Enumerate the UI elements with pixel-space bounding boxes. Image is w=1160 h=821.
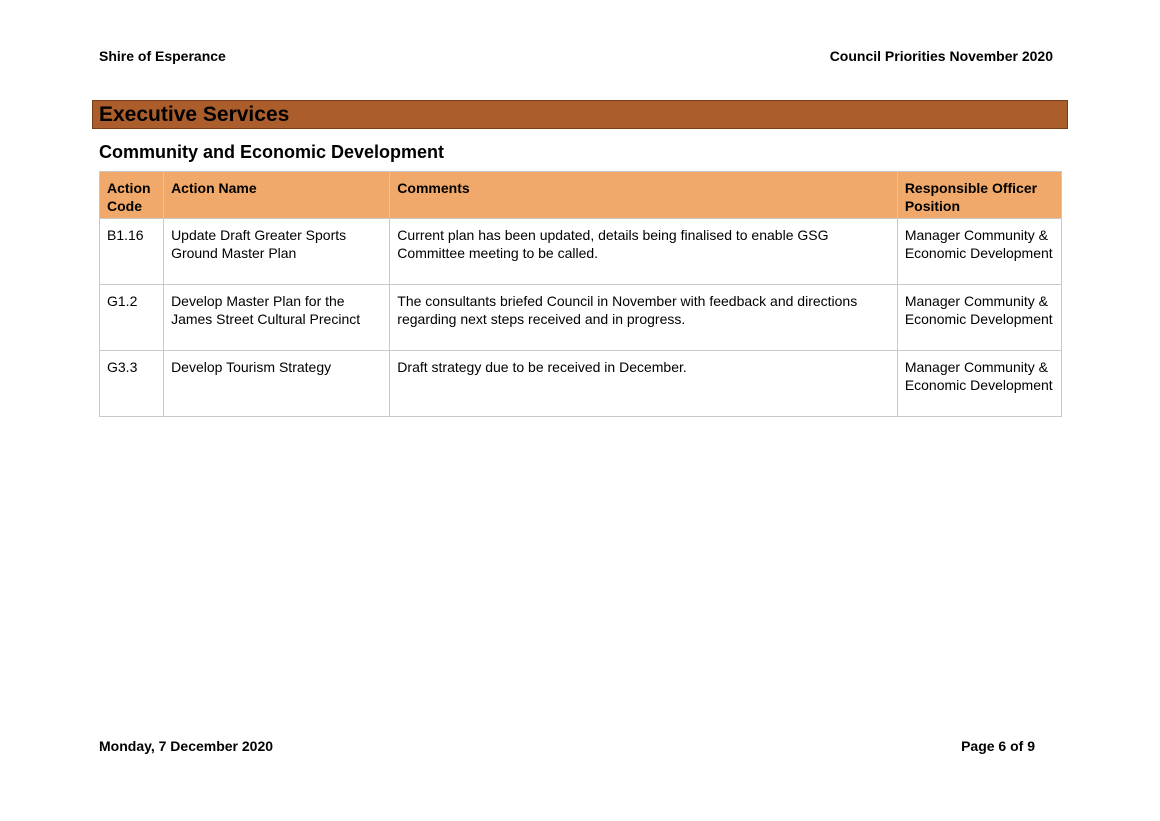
- cell-action-code: B1.16: [100, 219, 164, 285]
- cell-responsible-officer: Manager Community & Economic Development: [897, 219, 1061, 285]
- cell-comments: Draft strategy due to be received in December.: [390, 351, 898, 417]
- cell-responsible-officer: Manager Community & Economic Development: [897, 285, 1061, 351]
- column-header-responsible-officer: Responsible Officer Position: [897, 172, 1061, 219]
- subsection-title: Community and Economic Development: [99, 142, 445, 162]
- cell-action-name: Update Draft Greater Sports Ground Master Plan: [164, 219, 390, 285]
- footer-page-number: Page 6 of 9: [961, 738, 1035, 754]
- column-header-action-name: Action Name: [164, 172, 390, 219]
- table-row: [100, 351, 1062, 417]
- column-header-action-code: Action Code: [100, 172, 164, 219]
- header-document-title: Council Priorities November 2020: [829, 48, 1053, 64]
- cell-action-code: G1.2: [100, 285, 164, 351]
- header-organisation: Shire of Esperance: [99, 48, 226, 64]
- table-row: [100, 219, 1062, 285]
- section-banner: [92, 100, 1068, 129]
- table-row: [100, 285, 1062, 351]
- column-header-comments: Comments: [390, 172, 898, 219]
- cell-action-name: Develop Tourism Strategy: [164, 351, 390, 417]
- table-header-row: [100, 172, 1062, 219]
- priorities-table: [99, 171, 1062, 417]
- section-title: Executive Services: [99, 103, 290, 126]
- cell-action-code: G3.3: [100, 351, 164, 417]
- cell-responsible-officer: Manager Community & Economic Development: [897, 351, 1061, 417]
- cell-comments: Current plan has been updated, details being finalised to enable GSG Committee meeting to be called.: [390, 219, 898, 285]
- cell-action-name: Develop Master Plan for the James Street Cultural Precinct: [164, 285, 390, 351]
- cell-comments: The consultants briefed Council in November with feedback and directions regarding next steps received and in progress.: [390, 285, 898, 351]
- footer-date: Monday, 7 December 2020: [99, 738, 274, 754]
